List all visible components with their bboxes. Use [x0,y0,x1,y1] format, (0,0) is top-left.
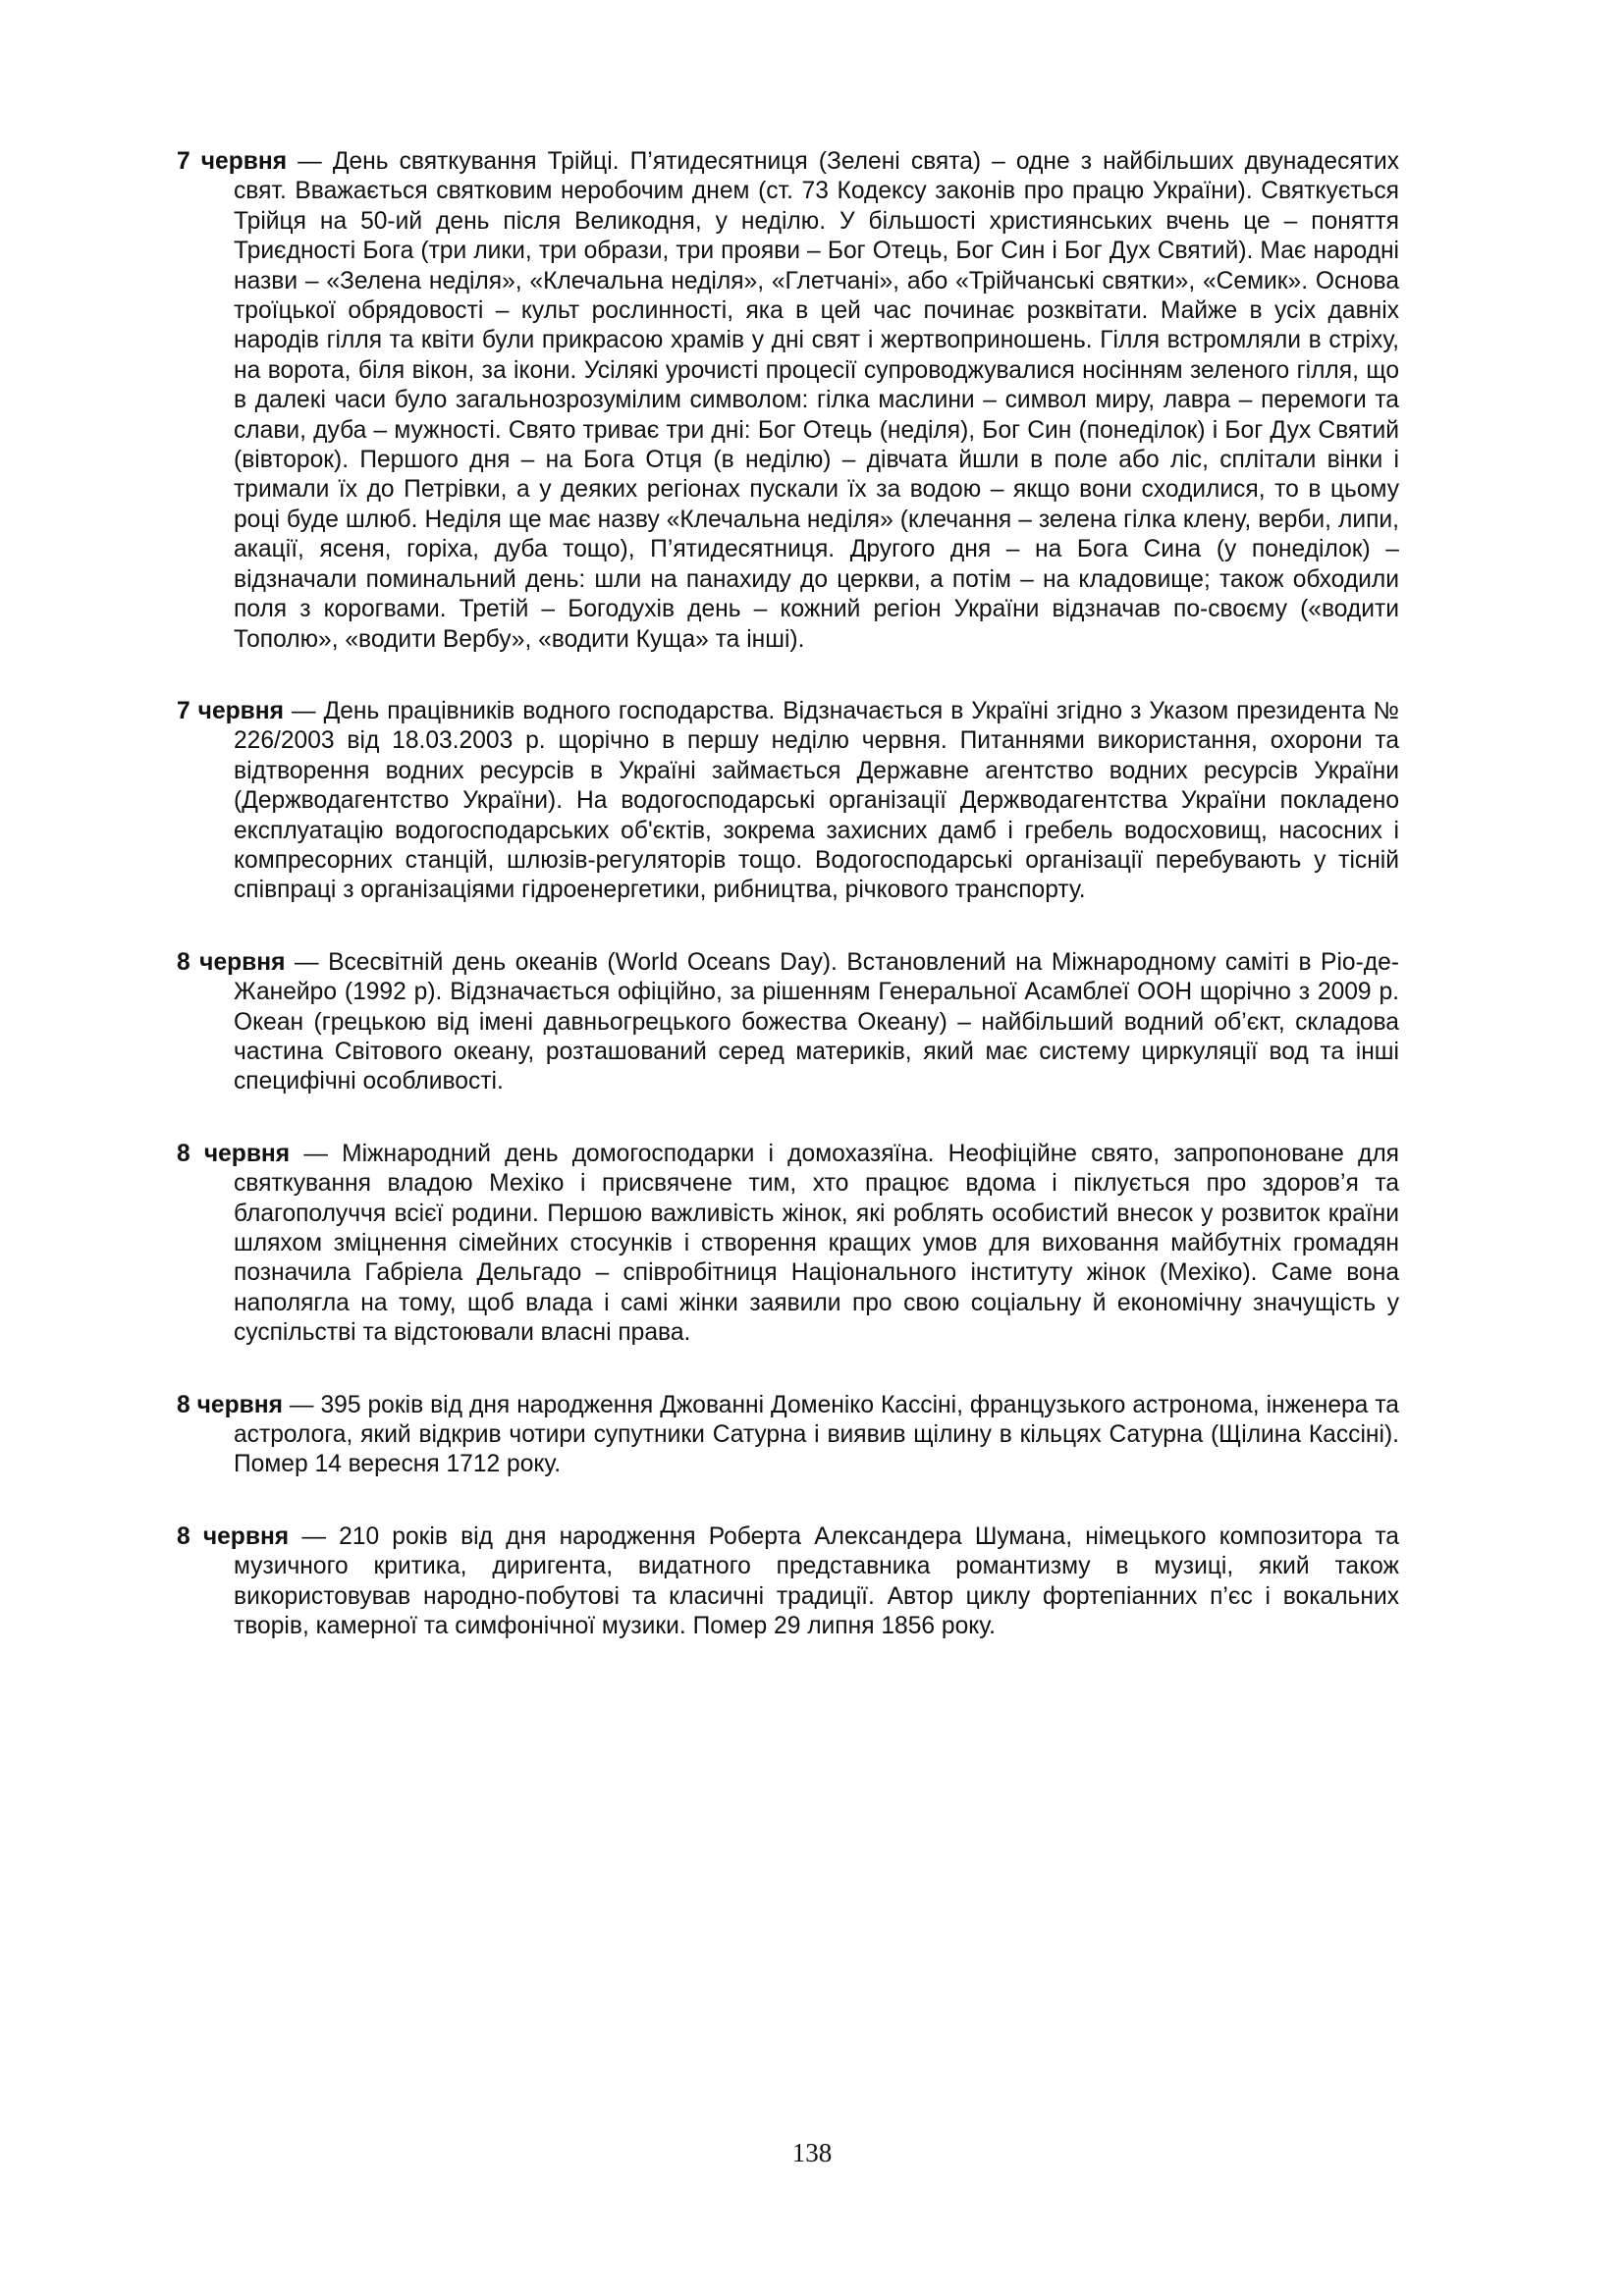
entry-text: 395 років від дня народження Джованні Доменіко Кассіні, французького астронома, інженера та астролога, який відкрив чотири супутники Сатурна і виявив щілину в кільцях Сатурна (Щілина Кассіні). Помер 14 вересня 1712 року. [234,1391,1399,1478]
entry-text: День працівників водного господарства. Відзначається в Україні згідно з Указом президента № 226/2003 від 18.03.2003 р. щорічно в першу неділю червня. Питаннями використання, охорони та відтворення водних ресурсів в Україні займається Державне агентство водних ресурсів України (Держводагентство України). На водогосподарські організації Держводагентства України покладено експлуатацію водогосподарських об'єктів, зокрема захисних дамб і гребель водосховищ, насосних і компресорних станцій, шлюзів-регуляторів тощо. Водогосподарські організації перебувають у тісній співпраці з організаціями гідроенергетики, рибництва, річкового транспорту. [234,697,1399,904]
entry-dash: — [289,1522,340,1550]
entry-date: 8 червня [177,1140,291,1167]
entry-dash: — [282,1391,321,1418]
entry-date: 7 червня [177,148,288,175]
page-number: 138 [791,2138,833,2167]
calendar-entry [177,1391,1399,1480]
entry-date: 8 червня [177,1391,283,1418]
calendar-entry [177,147,1399,655]
entry-dash: — [283,697,324,724]
entry-date: 8 червня [177,1522,290,1550]
entry-dash: — [287,148,333,175]
calendar-entry [177,948,1399,1097]
calendar-entry [177,697,1399,906]
entry-text: 210 років від дня народження Роберта Александера Шумана, німецького композитора та музичного критика, диригента, видатного представника романтизму в музиці, який також використовував народно-побутові та класичні традиції. Автор циклу фортепіанних п’єс і вокальних творів, камерної та симфонічної музики. Помер 29 липня 1856 року. [234,1522,1399,1640]
calendar-entry [177,1522,1399,1642]
entry-date: 7 червня [177,697,284,724]
entry-text: Всесвітній день океанів (World Oceans Day). Встановлений на Міжнародному саміті в Ріо-де-Жанейро (1992 р). Відзначається офіційно, за рішенням Генеральної Асамблеї ООН щорічно з 2009 р. Океан (грецькою від імені давньогрецького божества Океану) – найбільший водний об’єкт, складова частина Світового океану, розташований серед материків, який має систему циркуляції вод та інші специфічні особливості. [234,948,1399,1095]
calendar-entry [177,1140,1399,1349]
entry-text: Міжнародний день домогосподарки і домохазяїна. Неофіційне свято, запропоноване для святкування владою Мехіко і присвячене тим, хто працює вдома і піклується про здоров’я та благополуччя всієї родини. Першою важливість жінок, які роблять особистий внесок у розвиток країни шляхом зміцнення сімейних стосунків і створення кращих умов для виховання майбутніх громадян позначила Габріела Дельгадо – співробітниця Національного інституту жінок (Мехіко). Саме вона наполягла на тому, щоб влада і самі жінки заявили про свою соціальну й економічну значущість у суспільстві та відстоювали власні права. [234,1140,1399,1347]
calendar-entries [177,147,1399,1683]
entry-text: День святкування Трійці. П’ятидесятниця (Зелені свята) – одне з найбільших двунадесятих свят. Вважається святковим неробочим днем (ст. 73 Кодексу законів про працю України). Святкується Трійця на 50-ий день після Великодня, у неділю. У більшості християнських вчень це – поняття Триєдності Бога (три лики, три образи, три прояви – Бог Отець, Бог Син і Бог Дух Святий). Має народні назви – «Зелена неділя», «Клечальна неділя», «Глетчані», або «Трійчанські святки», «Семик». Основа троїцької обрядовості – культ рослинності, яка в цей час починає розквітати. Майже в усіх давніх народів гілля та квіти були прикрасою храмів у дні свят і жертвоприношень. Гілля встромляли в стріху, на ворота, біля вікон, за ікони. Усілякі урочисті процесії супроводжувалися носінням зеленого гілля, що в далекі часи було загальнозрозумілим символом: гілка маслини – символ миру, лавра – перемоги та слави, дуба – мужності. Свято триває три дні: Бог Отець (неділя), Бог Син (понеділок) і Бог Дух Святий (вівторок). Першого дня – на Бога Отця (в неділю) – дівчата йшли в поле або ліс, сплітали вінки і тримали їх до Петрівки, а у деяких регіонах пускали їх за водою – якщо вони сходилися, то в цьому році буде шлюб. Неділя ще має назву «Клечальна неділя» (клечання – зелена гілка клену, верби, липи, акації, ясеня, горіха, дуба тощо), П’ятидесятниця. Другого дня – на Бога Сина (у понеділок) – відзначали поминальний день: шли на панахиду до церкви, а потім – на кладовище; також обходили поля з корогвами. Третій – Богодухів день – кожний регіон України відзначав по-своєму («водити Тополю», «водити Вербу», «водити Куща» та інші). [234,148,1399,653]
entry-date: 8 червня [177,948,286,976]
entry-dash: — [290,1140,343,1167]
entry-dash: — [285,948,329,976]
